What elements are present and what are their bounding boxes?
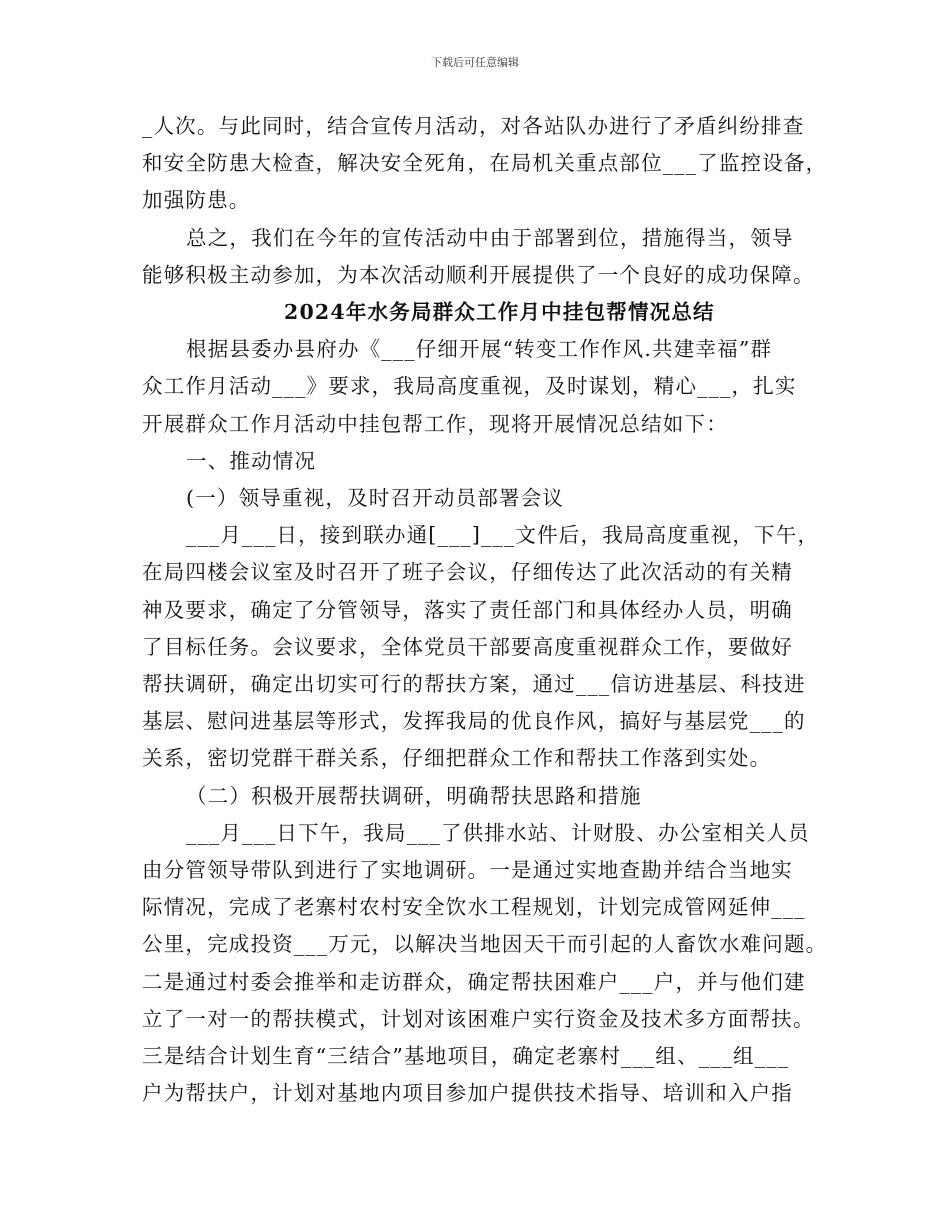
text-line: 关系，密切党群干群关系，仔细把群众工作和帮扶工作落到实处。 (142, 746, 772, 770)
subsection-heading: (一）领导重视，及时召开动员部署会议 (186, 486, 565, 510)
text-line: ___月___日，接到联办通[___]___文件后，我局高度重视，下午， (186, 523, 820, 547)
text-line: 立了一对一的帮扶模式，计划对该困难户实行资金及技术多方面帮扶。 (142, 1007, 815, 1031)
text-line: 帮扶调研，确定出切实可行的帮扶方案，通过___信访进基层、科技进 (142, 672, 806, 696)
text-line: 了目标任务。会议要求，全体党员干部要高度重视群众工作，要做好 (142, 635, 793, 659)
text-line: 由分管领导带队到进行了实地调研。一是通过实地查勘并结合当地实 (142, 858, 793, 882)
text-line: 公里，完成投资___万元，以解决当地因天干而引起的人畜饮水难问题。 (142, 932, 828, 956)
text-line: 二是通过村委会推举和走访群众，确定帮扶困难户___户，并与他们建 (142, 970, 806, 994)
text-line: 开展群众工作月活动中挂包帮工作，现将开展情况总结如下： (142, 412, 728, 436)
text-line: 际情况，完成了老寨村农村安全饮水工程规划，计划完成管网延伸___ (142, 895, 806, 919)
text-line: 总之，我们在今年的宣传活动中由于部署到位，措施得当，领导 (186, 226, 794, 250)
text-line: ___月___日下午，我局___了供排水站、计财股、办公室相关人员 (186, 821, 810, 845)
text-line: 在局四楼会议室及时召开了班子会议，仔细传达了此次活动的有关精 (142, 560, 793, 584)
text-line: 众工作月活动___》要求，我局高度重视，及时谋划，精心___，扎实 (142, 374, 797, 398)
page-header-note: 下载后可任意编辑 (431, 56, 519, 69)
text-line: 神及要求，确定了分管领导，落实了责任部门和具体经办人员，明确 (142, 598, 793, 622)
text-line: 加强防患。 (142, 188, 251, 212)
text-line: 根据县委办县府办《___仔细开展“转变工作作风.共建幸福”群 (186, 337, 773, 361)
text-line: _人次。与此同时，结合宣传月活动，对各站队办进行了矛盾纠纷排查 (142, 114, 805, 138)
text-line: 能够积极主动参加，为本次活动顺利开展提供了一个良好的成功保障。 (142, 263, 815, 287)
subsection-heading: （二）积极开展帮扶调研，明确帮扶思路和措施 (186, 784, 642, 808)
text-line: 和安全防患大检查，解决安全死角，在局机关重点部位___了监控设备， (142, 151, 828, 175)
section-title: 2024年水务局群众工作月中挂包帮情况总结 (284, 300, 715, 324)
text-line: 三是结合计划生育“三结合”基地项目，确定老寨村___组、___组___ (142, 1044, 790, 1068)
section-heading: 一、推动情况 (186, 449, 317, 473)
text-line: 户为帮扶户，计划对基地内项目参加户提供技术指导、培训和入户指 (142, 1081, 793, 1105)
text-line: 基层、慰问进基层等形式，发挥我局的优良作风，搞好与基层党___的 (142, 709, 806, 733)
